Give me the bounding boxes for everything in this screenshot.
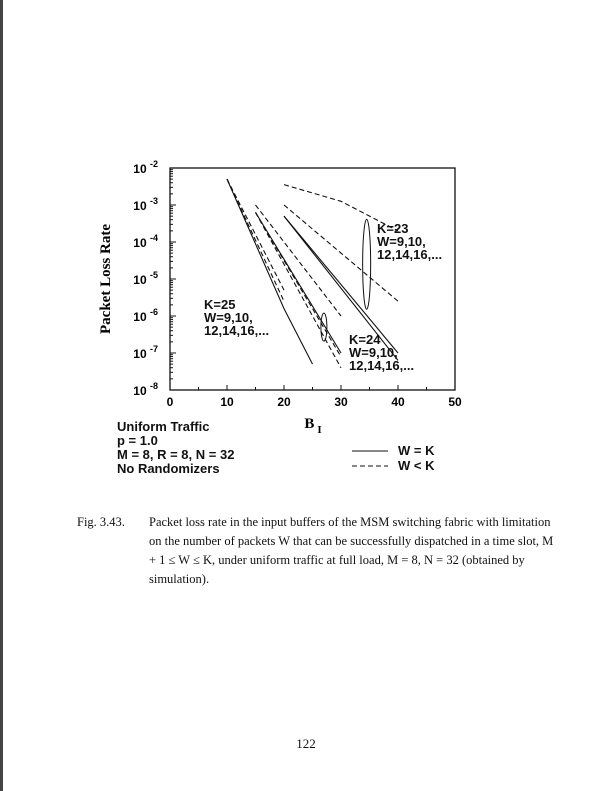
condition-line: M = 8, R = 8, N = 32 bbox=[117, 447, 235, 462]
annotation-line: W=9,10, bbox=[349, 345, 398, 360]
annotation-line: W=9,10, bbox=[204, 310, 253, 325]
caption-label: Fig. 3.43. bbox=[77, 515, 125, 529]
x-tick-label: 20 bbox=[277, 395, 291, 409]
condition-line: Uniform Traffic bbox=[117, 419, 210, 434]
annotation-line: 12,14,16,... bbox=[349, 358, 415, 373]
annotation-k23 bbox=[377, 222, 442, 261]
annotation-k24 bbox=[349, 333, 414, 372]
x-axis-label: B $_I$ bbox=[304, 416, 322, 436]
y-axis-label: Packet Loss Rate bbox=[98, 224, 114, 334]
series-line bbox=[227, 179, 284, 301]
y-tick-label: 10 $^{-6}$ bbox=[133, 307, 158, 324]
simulation-conditions bbox=[117, 420, 234, 476]
caption-text: Packet loss rate in the input buffers of the MSM switching fabric with limitation on the number of packets W that can be successfully dispatched in a time slot, M + 1 ≤ W ≤ K, under uniform traffic at full load, M = 8, N = 32 (obtained by simulation). bbox=[149, 515, 554, 586]
legend bbox=[398, 443, 434, 473]
annotation-line: K=25 bbox=[204, 297, 236, 312]
annotation-line: K=23 bbox=[377, 221, 409, 236]
figure-caption bbox=[77, 513, 557, 589]
y-tick-label: 10 $^{-8}$ bbox=[133, 381, 158, 398]
legend-entry-solid: W = K bbox=[398, 443, 435, 458]
annotation-line: 12,14,16,... bbox=[377, 247, 443, 262]
y-tick-label: 10 $^{-5}$ bbox=[133, 270, 158, 287]
x-tick-label: 30 bbox=[334, 395, 348, 409]
series-line bbox=[256, 212, 342, 367]
legend-entry-dashed: W < K bbox=[398, 458, 435, 473]
annotation-line: 12,14,16,... bbox=[204, 323, 270, 338]
x-tick-label: 50 bbox=[448, 395, 462, 409]
page-number: 122 bbox=[296, 736, 316, 751]
group-ellipse-k23 bbox=[363, 219, 371, 309]
y-tick-label: 10 $^{-4}$ bbox=[133, 233, 158, 250]
y-tick-label: 10 $^{-3}$ bbox=[133, 196, 158, 213]
y-tick-label: 10 $^{-2}$ bbox=[133, 159, 158, 176]
y-tick-label: 10 $^{-7}$ bbox=[133, 344, 158, 361]
x-tick-label: 10 bbox=[220, 395, 234, 409]
x-tick-label: 40 bbox=[391, 395, 405, 409]
group-ellipse-k24 bbox=[321, 313, 327, 341]
annotation-k25 bbox=[204, 298, 269, 337]
x-tick-label: 0 bbox=[166, 395, 174, 409]
condition-line: No Randomizers bbox=[117, 461, 220, 476]
condition-line: p = 1.0 bbox=[117, 433, 158, 448]
annotation-line: K=24 bbox=[349, 332, 381, 347]
series-line bbox=[227, 179, 284, 290]
annotation-line: W=9,10, bbox=[377, 234, 426, 249]
